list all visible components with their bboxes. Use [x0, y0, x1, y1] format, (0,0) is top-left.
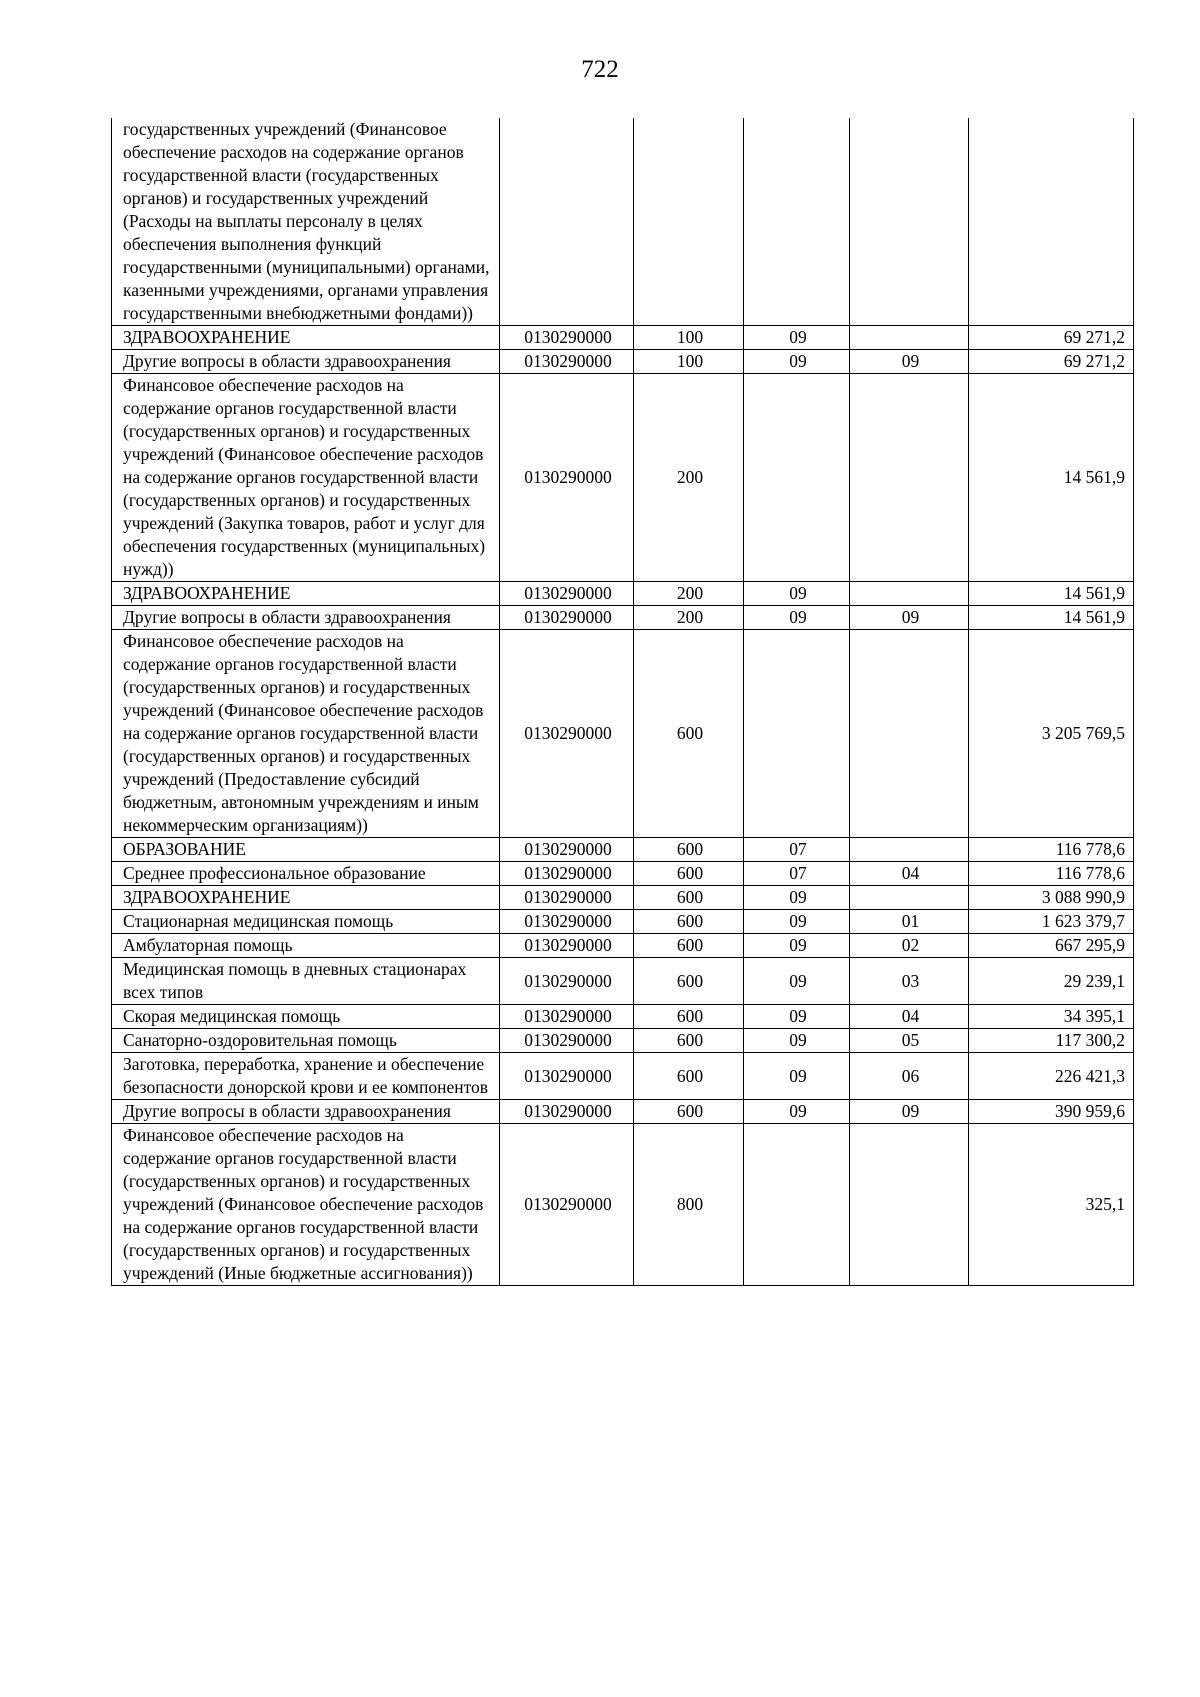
row-name-cell: Другие вопросы в области здравоохранения	[112, 606, 500, 630]
section-cell: 09	[744, 1029, 850, 1053]
expense-type-cell: 600	[634, 934, 744, 958]
section-cell: 09	[744, 350, 850, 374]
table-row	[112, 1029, 1134, 1053]
subsection-cell	[850, 326, 969, 350]
target-article-cell: 0130290000	[500, 326, 634, 350]
amount-cell: 69 271,2	[969, 350, 1134, 374]
row-name-cell: Амбулаторная помощь	[112, 934, 500, 958]
table-row	[112, 374, 1134, 582]
subsection-cell	[850, 886, 969, 910]
target-article-cell: 0130290000	[500, 630, 634, 838]
subsection-cell	[850, 374, 969, 582]
target-article-cell: 0130290000	[500, 838, 634, 862]
target-article-cell: 0130290000	[500, 910, 634, 934]
expense-type-cell: 600	[634, 958, 744, 1005]
subsection-cell	[850, 1124, 969, 1286]
row-name-cell: Санаторно-оздоровительная помощь	[112, 1029, 500, 1053]
amount-cell: 667 295,9	[969, 934, 1134, 958]
section-cell: 09	[744, 934, 850, 958]
subsection-cell: 01	[850, 910, 969, 934]
row-name-cell: Заготовка, переработка, хранение и обеспечение безопасности донорской крови и ее компонентов	[112, 1053, 500, 1100]
section-cell: 09	[744, 1005, 850, 1029]
budget-table	[111, 118, 1134, 1286]
expense-type-cell: 600	[634, 886, 744, 910]
target-article-cell: 0130290000	[500, 862, 634, 886]
table-row	[112, 958, 1134, 1005]
row-name-cell: Стационарная медицинская помощь	[112, 910, 500, 934]
expense-type-cell: 600	[634, 1005, 744, 1029]
expense-type-cell: 800	[634, 1124, 744, 1286]
section-cell: 07	[744, 862, 850, 886]
amount-cell: 3 205 769,5	[969, 630, 1134, 838]
table-row	[112, 326, 1134, 350]
subsection-cell: 02	[850, 934, 969, 958]
subsection-cell: 06	[850, 1053, 969, 1100]
table-row	[112, 582, 1134, 606]
row-name-cell: Финансовое обеспечение расходов на содержание органов государственной власти (государственных органов) и государственных учреждений (Финансовое обеспечение расходов на содержание органов государственной власти (государственных органов) и государственных учреждений (Предоставление субсидий бюджетным, автономным учреждениям и иным некоммерческим организациям))	[112, 630, 500, 838]
target-article-cell: 0130290000	[500, 1124, 634, 1286]
section-cell: 09	[744, 886, 850, 910]
amount-cell: 14 561,9	[969, 582, 1134, 606]
table-row	[112, 910, 1134, 934]
target-article-cell: 0130290000	[500, 934, 634, 958]
target-article-cell: 0130290000	[500, 582, 634, 606]
amount-cell: 1 623 379,7	[969, 910, 1134, 934]
subsection-cell	[850, 582, 969, 606]
row-name-cell: Скорая медицинская помощь	[112, 1005, 500, 1029]
row-name-cell: Финансовое обеспечение расходов на содержание органов государственной власти (государственных органов) и государственных учреждений (Финансовое обеспечение расходов на содержание органов государственной власти (государственных органов) и государственных учреждений (Иные бюджетные ассигнования))	[112, 1124, 500, 1286]
section-cell: 09	[744, 606, 850, 630]
table-row	[112, 862, 1134, 886]
expense-type-cell: 600	[634, 1053, 744, 1100]
expense-type-cell: 200	[634, 582, 744, 606]
subsection-cell: 05	[850, 1029, 969, 1053]
table-row	[112, 118, 1134, 326]
amount-cell: 69 271,2	[969, 326, 1134, 350]
amount-cell: 14 561,9	[969, 374, 1134, 582]
expense-type-cell: 600	[634, 862, 744, 886]
target-article-cell: 0130290000	[500, 374, 634, 582]
section-cell	[744, 1124, 850, 1286]
page-number: 722	[581, 56, 619, 83]
subsection-cell: 03	[850, 958, 969, 1005]
amount-cell: 117 300,2	[969, 1029, 1134, 1053]
section-cell: 09	[744, 958, 850, 1005]
expense-type-cell: 600	[634, 838, 744, 862]
expense-type-cell: 200	[634, 374, 744, 582]
table-row	[112, 630, 1134, 838]
row-name-cell: Финансовое обеспечение расходов на содержание органов государственной власти (государственных органов) и государственных учреждений (Финансовое обеспечение расходов на содержание органов государственной власти (государственных органов) и государственных учреждений (Закупка товаров, работ и услуг для обеспечения государственных (муниципальных) нужд))	[112, 374, 500, 582]
amount-cell: 34 395,1	[969, 1005, 1134, 1029]
target-article-cell: 0130290000	[500, 350, 634, 374]
table-row	[112, 1053, 1134, 1100]
target-article-cell: 0130290000	[500, 1100, 634, 1124]
table-row	[112, 886, 1134, 910]
expense-type-cell: 600	[634, 1100, 744, 1124]
amount-cell: 226 421,3	[969, 1053, 1134, 1100]
row-name-cell: Среднее профессиональное образование	[112, 862, 500, 886]
row-name-cell: ОБРАЗОВАНИЕ	[112, 838, 500, 862]
target-article-cell: 0130290000	[500, 886, 634, 910]
subsection-cell: 09	[850, 1100, 969, 1124]
amount-cell: 29 239,1	[969, 958, 1134, 1005]
amount-cell: 390 959,6	[969, 1100, 1134, 1124]
row-name-cell: ЗДРАВООХРАНЕНИЕ	[112, 886, 500, 910]
amount-cell: 14 561,9	[969, 606, 1134, 630]
row-name-cell: ЗДРАВООХРАНЕНИЕ	[112, 582, 500, 606]
expense-type-cell	[634, 118, 744, 326]
row-name-cell: государственных учреждений (Финансовое обеспечение расходов на содержание органов государственной власти (государственных органов) и государственных учреждений (Расходы на выплаты персоналу в целях обеспечения выполнения функций государственными (муниципальными) органами, казенными учреждениями, органами управления государственными внебюджетными фондами))	[112, 118, 500, 326]
subsection-cell: 04	[850, 1005, 969, 1029]
section-cell: 07	[744, 838, 850, 862]
section-cell: 09	[744, 1053, 850, 1100]
section-cell: 09	[744, 910, 850, 934]
amount-cell: 116 778,6	[969, 862, 1134, 886]
table-row	[112, 1005, 1134, 1029]
target-article-cell: 0130290000	[500, 1053, 634, 1100]
table-row	[112, 1124, 1134, 1286]
expense-type-cell: 200	[634, 606, 744, 630]
section-cell	[744, 118, 850, 326]
subsection-cell	[850, 838, 969, 862]
subsection-cell	[850, 118, 969, 326]
table-row	[112, 934, 1134, 958]
subsection-cell: 09	[850, 606, 969, 630]
subsection-cell: 09	[850, 350, 969, 374]
expense-type-cell: 600	[634, 910, 744, 934]
target-article-cell: 0130290000	[500, 958, 634, 1005]
target-article-cell: 0130290000	[500, 1029, 634, 1053]
table-row	[112, 838, 1134, 862]
section-cell	[744, 630, 850, 838]
expense-type-cell: 600	[634, 1029, 744, 1053]
row-name-cell: Другие вопросы в области здравоохранения	[112, 1100, 500, 1124]
section-cell	[744, 374, 850, 582]
row-name-cell: Медицинская помощь в дневных стационарах всех типов	[112, 958, 500, 1005]
amount-cell: 325,1	[969, 1124, 1134, 1286]
amount-cell: 3 088 990,9	[969, 886, 1134, 910]
table-row	[112, 1100, 1134, 1124]
expense-type-cell: 100	[634, 326, 744, 350]
amount-cell: 116 778,6	[969, 838, 1134, 862]
table-row	[112, 350, 1134, 374]
table-row	[112, 606, 1134, 630]
row-name-cell: Другие вопросы в области здравоохранения	[112, 350, 500, 374]
section-cell: 09	[744, 1100, 850, 1124]
expense-type-cell: 600	[634, 630, 744, 838]
amount-cell	[969, 118, 1134, 326]
section-cell: 09	[744, 326, 850, 350]
subsection-cell: 04	[850, 862, 969, 886]
target-article-cell	[500, 118, 634, 326]
subsection-cell	[850, 630, 969, 838]
section-cell: 09	[744, 582, 850, 606]
target-article-cell: 0130290000	[500, 1005, 634, 1029]
expense-type-cell: 100	[634, 350, 744, 374]
target-article-cell: 0130290000	[500, 606, 634, 630]
row-name-cell: ЗДРАВООХРАНЕНИЕ	[112, 326, 500, 350]
